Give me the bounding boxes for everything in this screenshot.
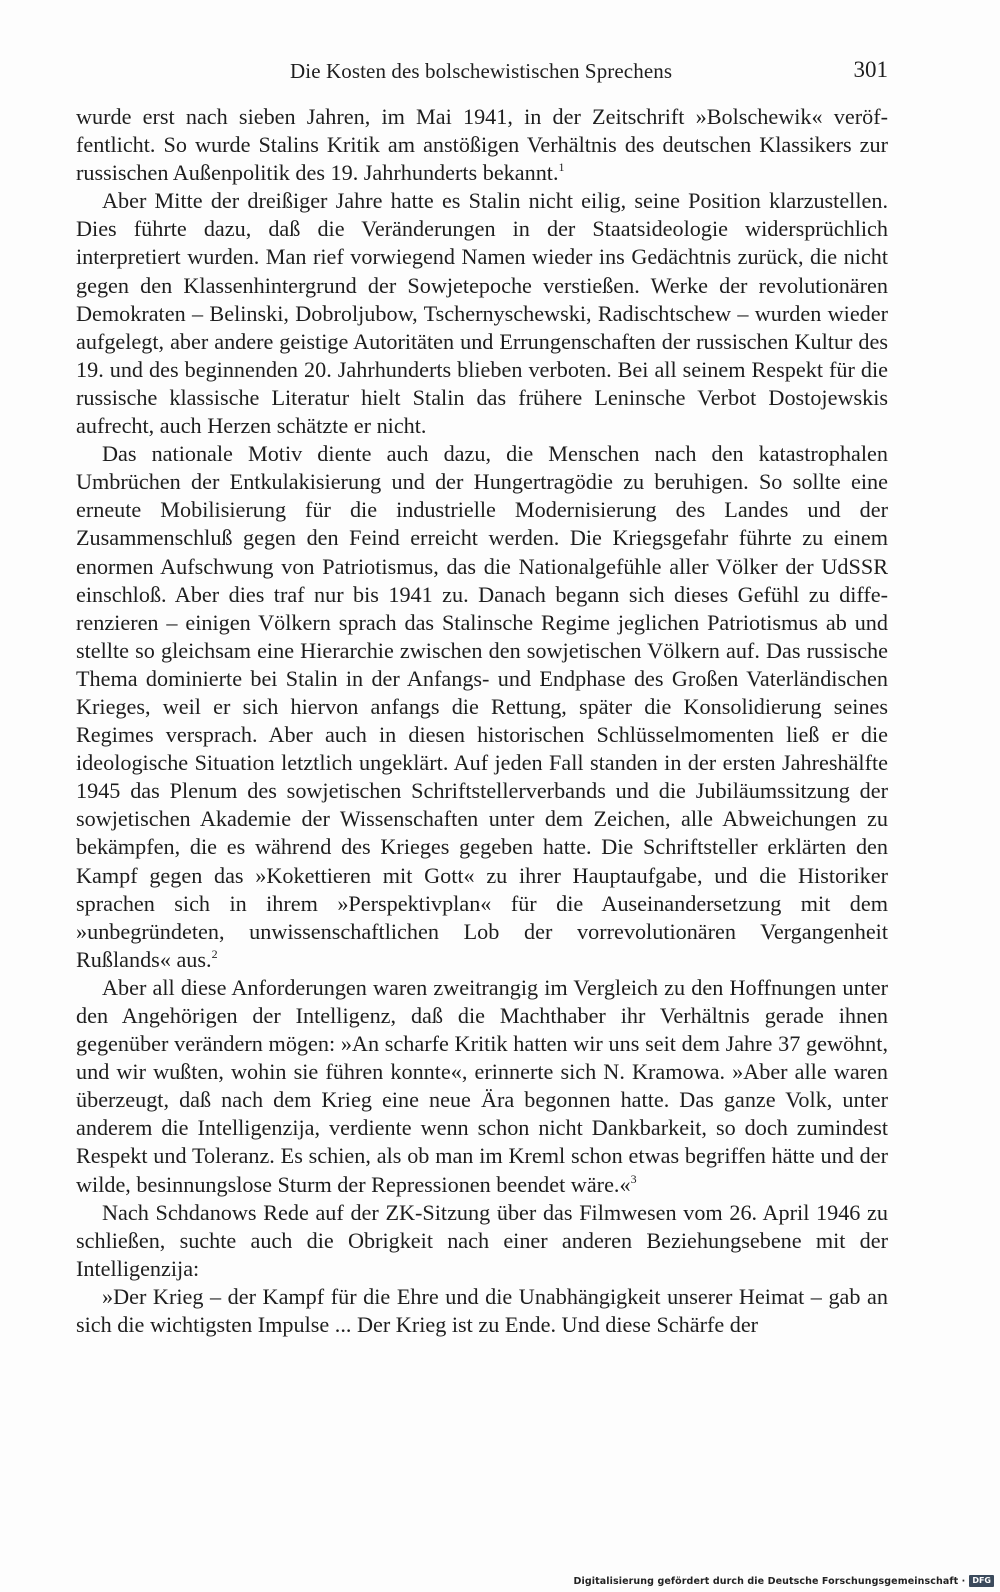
- running-title: Die Kosten des bolschewistischen Sprechens: [290, 59, 673, 83]
- paragraph-text: Das nationale Motiv diente auch dazu, die Menschen nach den katastrophalen Umbrüchen der Entkulakisierung und der Hungertragödie zu beruhigen. So sollte eine erneute Mobilisierung für die industrielle Modernisierung des Landes und der Zusammenschluß gegen den Feind erreicht werden. Die Kriegsgefahr führte zu einem enormen Aufschwung von Patriotismus, das die Nationalgefühle aller Völker der UdSSR einschloß. Aber dies traf nur bis 1941 zu. Danach begann sich dieses Gefühl zu differenzieren – einigen Völkern sprach das Stalinsche Regime jeglichen Patriotismus ab und stellte so gleichsam eine Hierarchie zwischen den sowjetischen Völkern auf. Das russische Thema dominierte bei Stalin in der Anfangs- und Endphase des Großen Vaterländischen Krieges, weil er sich hiervon anfangs die Rettung, später die Konsolidierung seines Regimes versprach. Aber auch in diesen historischen Schlüsselmomenten ließ er die ideologische Situation letztlich ungeklärt. Auf jeden Fall standen in der ersten Jahreshälfte 1945 das Plenum des sowjetischen Schriftstellerverbands und die Jubiläumssitzung der sowjetischen Akademie der Wissenschaften unter dem Zeichen, alle Abweichungen zu bekämpfen, die es während des Krieges gegeben hatte. Die Schriftsteller erklärten den Kampf gegen das »Kokettieren mit Gott« zu ihrer Hauptaufgabe, und die Historiker sprachen sich in ihrem »Perspektivplan« für die Auseinandersetzung mit dem »unbegründeten, unwissenschaftlichen Lob der vorrevolutionären Vergangenheit Rußlands« aus.: [76, 441, 888, 972]
- paragraph-3: [76, 440, 888, 974]
- running-head: [76, 55, 888, 91]
- body-text: [76, 103, 888, 1339]
- credit-text: Digitalisierung gefördert durch die Deutsche Forschungsgemeinschaft ·: [573, 1575, 966, 1587]
- paragraph-4: [76, 974, 888, 1199]
- digitization-credit: [574, 1573, 994, 1589]
- paragraph-text: Aber all diese Anforderungen waren zweitrangig im Vergleich zu den Hoffnungen unter den Angehörigen der Intelligenz, daß die Machthaber ihr Verhältnis gerade ihnen gegenüber verändern mögen: »An scharfe Kritik hatten wir uns seit dem Jahre 37 gewöhnt, und wir wußten, wohin sie führen konnte«, erinnerte sich N. Kramowa. »Aber alle waren überzeugt, daß nach dem Krieg eine neue Ära begonnen hatte. Das ganze Volk, unter anderem die Intelligenzija, verdiente wenn schon nicht Dankbarkeit, so doch zumindest Respekt und Toleranz. Es schien, als ob man im Kreml schon etwas begriffen hätte und der wilde, besinnungslose Sturm der Repressionen beendet wäre.«: [76, 974, 888, 1197]
- dfg-logo-icon: DFG: [969, 1575, 994, 1587]
- paragraph-text: wurde erst nach sieben Jahren, im Mai 1941, in der Zeitschrift »Bolschewik« veröffentlicht. So wurde Stalins Kritik am anstößigen Verhältnis des deutschen Klassikers zur russischen Außenpolitik des 19. Jahrhunderts bekannt.: [76, 104, 888, 186]
- paragraph-2: [76, 187, 888, 440]
- page-number: 301: [853, 57, 888, 82]
- paragraph-text: Nach Schdanows Rede auf der ZK-Sitzung über das Filmwesen vom 26. April 1946 zu schließen, suchte auch die Obrigkeit nach einer anderen Beziehungsebene mit der Intelligenzija:: [76, 1199, 888, 1281]
- paragraph-5: [76, 1199, 888, 1283]
- footnote-marker: 3: [630, 1171, 637, 1186]
- paragraph-1: [76, 103, 888, 187]
- paragraph-text: »Der Krieg – der Kampf für die Ehre und die Unabhängigkeit unserer Heimat – gab an sich die wichtigsten Impulse ... Der Krieg ist zu Ende. Und diese Schärfe der: [76, 1283, 888, 1338]
- paragraph-text: Aber Mitte der dreißiger Jahre hatte es Stalin nicht eilig, seine Position klarzustellen. Dies führte dazu, daß die Veränderungen in der Staatsideologie widersprüchlich interpretiert wurden. Man rief vorwiegend Namen wieder ins Gedächtnis zurück, die nicht gegen den Klassenhintergrund der Sowjetepoche verstießen. Werke der revolutionären Demokraten – Belinski, Dobroljubow, Tschernyschewski, Radischtschew – wurden wieder aufgelegt, aber andere geistige Autoritäten und Errungenschaften der russischen Kultur des 19. und des beginnenden 20. Jahrhunderts blieben verboten. Bei all seinem Respekt für die russische klassische Literatur hielt Stalin das frühere Leninsche Verbot Dostojewskis aufrecht, auch Herzen schätzte er nicht.: [76, 188, 888, 439]
- footnote-marker: 1: [558, 160, 565, 175]
- paragraph-6: [76, 1283, 888, 1339]
- footnote-marker: 2: [211, 946, 218, 961]
